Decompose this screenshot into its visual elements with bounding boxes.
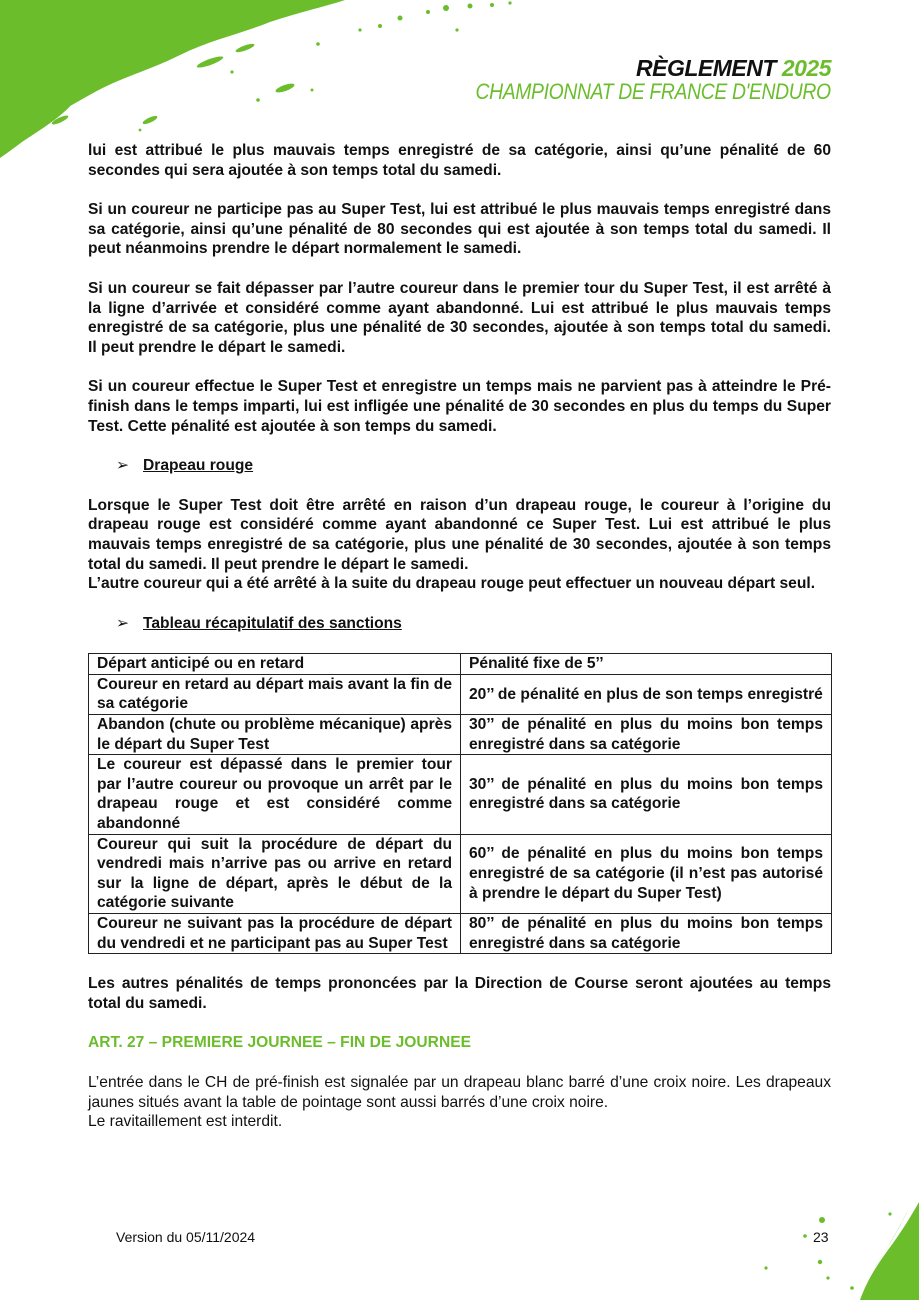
table-row xyxy=(89,654,832,675)
paragraph: lui est attribué le plus mauvais temps enregistré de sa catégorie, ainsi qu’une pénalité de 60 secondes qui sera ajoutée à son temps total du samedi. xyxy=(88,142,831,179)
arrow-bullet-icon: ➢ xyxy=(116,614,130,632)
table-cell-infraction: Abandon (chute ou problème mécanique) après le départ du Super Test xyxy=(89,715,461,755)
header-title xyxy=(427,56,831,80)
table-cell-penalty: 30’’ de pénalité en plus du moins bon temps enregistré dans sa catégorie xyxy=(461,755,832,834)
table-cell-penalty: Pénalité fixe de 5’’ xyxy=(461,654,832,675)
table-cell-penalty: 60’’ de pénalité en plus du moins bon temps enregistré de sa catégorie (il n’est pas autorisé à prendre le départ du Super Test) xyxy=(461,834,832,913)
table-row xyxy=(89,834,832,913)
paragraph: Si un coureur se fait dépasser par l’autre coureur dans le premier tour du Super Test, il est arrêté à la ligne d’arrivée et considéré comme ayant abandonné. Lui est attribué le plus mauvais temps enregistré de sa catégorie, plus une pénalité de 30 secondes, ajoutée à son temps total du samedi. Il peut prendre le départ le samedi. xyxy=(88,279,831,356)
table-row xyxy=(89,715,832,755)
table-row xyxy=(89,755,832,834)
page-number: 23 xyxy=(813,1229,829,1245)
article-heading: ART. 27 – PREMIERE JOURNEE – FIN DE JOURNEE xyxy=(88,1034,472,1052)
page-content xyxy=(88,141,831,1132)
table-cell-infraction: Coureur en retard au départ mais avant la fin de sa catégorie xyxy=(89,674,461,714)
table-cell-infraction: Coureur qui suit la procédure de départ du vendredi mais n’arrive pas ou arrive en retard sur la ligne de départ, après le début de la catégorie suivante xyxy=(89,834,461,913)
table-cell-penalty: 30’’ de pénalité en plus du moins bon temps enregistré dans sa catégorie xyxy=(461,715,832,755)
paragraph: Le ravitaillement est interdit. xyxy=(88,1113,283,1131)
table-row xyxy=(89,914,832,954)
table-cell-infraction: Départ anticipé ou en retard xyxy=(89,654,461,675)
bullet-heading: Drapeau rouge xyxy=(143,457,254,475)
paragraph: Si un coureur effectue le Super Test et enregistre un temps mais ne parvient pas à atteindre le Pré-finish dans le temps imparti, lui est infligée une pénalité de 30 secondes en plus du temps du Super Test. Cette pénalité est ajoutée à son temps du samedi. xyxy=(88,378,831,435)
header-year: 2025 xyxy=(781,55,831,81)
arrow-bullet-icon: ➢ xyxy=(116,457,130,475)
paragraph: Les autres pénalités de temps prononcées par la Direction de Course seront ajoutées au temps total du samedi. xyxy=(88,975,831,1012)
paragraph: Lorsque le Super Test doit être arrêté en raison d’un drapeau rouge, le coureur à l’origine du drapeau rouge est considéré comme ayant abandonné ce Super Test. Lui est attribué le plus mauvais temps enregistré de sa catégorie, plus une pénalité de 30 secondes, ajoutée à son temps total du samedi. Il peut prendre le départ le samedi. xyxy=(88,496,831,573)
table-cell-infraction: Coureur ne suivant pas la procédure de départ du vendredi et ne participant pas au Super Test xyxy=(89,914,461,954)
footer-version: Version du 05/11/2024 xyxy=(116,1229,256,1245)
header-subtitle: CHAMPIONNAT DE FRANCE D'ENDURO xyxy=(475,79,831,104)
document-header xyxy=(427,56,831,104)
bullet-heading: Tableau récapitulatif des sanctions xyxy=(143,614,402,632)
paragraph: L’entrée dans le CH de pré-finish est signalée par un drapeau blanc barré d’une croix noire. Les drapeaux jaunes situés avant la table de pointage sont aussi barrés d’une croix noire. xyxy=(88,1073,831,1111)
paragraph: L’autre coureur qui a été arrêté à la suite du drapeau rouge peut effectuer un nouveau départ seul. xyxy=(88,575,816,593)
table-row xyxy=(89,674,832,714)
section-bullet-drapeau-rouge xyxy=(116,456,831,476)
header-title-text: RÈGLEMENT xyxy=(636,55,782,81)
brush-stroke-bottom-decoration xyxy=(760,1200,919,1300)
section-bullet-tableau xyxy=(116,614,831,634)
table-cell-penalty: 20’’ de pénalité en plus de son temps enregistré xyxy=(461,674,832,714)
table-cell-penalty: 80’’ de pénalité en plus du moins bon temps enregistré dans sa catégorie xyxy=(461,914,832,954)
sanctions-table xyxy=(88,653,832,954)
table-cell-infraction: Le coureur est dépassé dans le premier tour par l’autre coureur ou provoque un arrêt par le drapeau rouge et est considéré comme abandonné xyxy=(89,755,461,834)
paragraph: Si un coureur ne participe pas au Super Test, lui est attribué le plus mauvais temps enregistré dans sa catégorie, ainsi qu’une pénalité de 80 secondes qui est ajoutée à son temps total du samedi. Il peut néanmoins prendre le départ normalement le samedi. xyxy=(88,201,831,258)
